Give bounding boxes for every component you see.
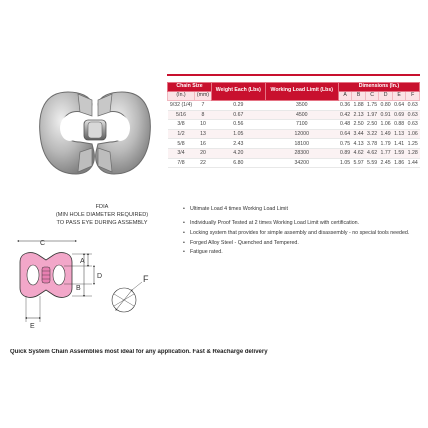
cell-size-mm: 8 — [195, 110, 212, 120]
table-top-accent-bar — [167, 74, 420, 76]
cell-dim-a: 0.48 — [340, 121, 351, 128]
cell-weight: 0.56 — [211, 120, 265, 130]
cell-size-mm: 22 — [195, 158, 212, 168]
cell-wll: 7100 — [265, 120, 338, 130]
cell-size-mm: 13 — [195, 129, 212, 139]
label-d: D — [97, 273, 103, 280]
cell-dim-e: 0.69 — [394, 111, 405, 118]
cell-dim-e: 1.41 — [394, 140, 405, 147]
cell-dim-d: 2.45 — [380, 159, 391, 166]
cell-dim-d: 0.91 — [380, 111, 391, 118]
label-b: B — [76, 285, 81, 292]
subheader-dim-f: F — [406, 91, 420, 100]
subheader-in: (In.) — [168, 91, 195, 100]
cell-dim-f: 0.63 — [407, 121, 418, 128]
cell-size-in: 5/8 — [168, 139, 195, 149]
cell-dim-f: 0.63 — [407, 102, 418, 109]
cell-dim-b: 3.44 — [353, 131, 364, 138]
cell-dim-c: 5.59 — [367, 159, 378, 166]
cell-dim-f: 1.44 — [407, 159, 418, 166]
cell-dim-e: 1.86 — [394, 159, 405, 166]
cell-dim-a: 0.64 — [340, 131, 351, 138]
cell-dim-b: 1.88 — [353, 102, 364, 109]
fdia-note: TO PASS EYE DURING ASSEMBLY — [56, 220, 148, 227]
cell-weight: 1.05 — [211, 129, 265, 139]
feature-list — [183, 206, 423, 263]
cell-dim-c: 3.22 — [367, 131, 378, 138]
cell-dim-c: 1.97 — [367, 111, 378, 118]
subheader-dim-e: E — [392, 91, 406, 100]
cell-dim-f: 1.25 — [407, 140, 418, 147]
spec-table — [167, 82, 420, 168]
cell-dim-a: 0.36 — [340, 102, 351, 109]
coupling-link-photo — [30, 78, 160, 188]
fdia-caption — [42, 203, 162, 227]
subheader-mm: (mm) — [195, 91, 212, 100]
subheader-dim-d: D — [379, 91, 393, 100]
cell-dim-a: 0.89 — [340, 150, 351, 157]
table-row — [168, 100, 420, 110]
table-row — [168, 148, 420, 158]
fdia-title: FDIA — [95, 204, 109, 210]
cell-dim-c: 4.62 — [367, 150, 378, 157]
cell-size-mm: 16 — [195, 139, 212, 149]
cell-dim-b: 5.97 — [353, 159, 364, 166]
spec-table-container — [167, 82, 420, 168]
feature-item: • Forged Alloy Steel - Quenched and Tempered. — [183, 240, 423, 248]
feature-item: • Locking system that provides for simple assembly and disassembly - no special tools needed. — [183, 230, 423, 238]
cell-dim-c: 1.75 — [367, 102, 378, 109]
cell-dim-b: 2.13 — [353, 111, 364, 118]
cell-dim-c: 2.50 — [367, 121, 378, 128]
header-dimensions: Dimensions (In.) — [338, 83, 419, 92]
cell-wll: 3500 — [265, 100, 338, 110]
cell-dim-e: 0.88 — [394, 121, 405, 128]
cell-weight: 6.80 — [211, 158, 265, 168]
header-weight: Weight Each (Lbs) — [211, 83, 265, 101]
header-wll: Working Load Limit (Lbs) — [265, 83, 338, 101]
cell-dim-f: 1.28 — [407, 150, 418, 157]
cell-dim-d: 1.77 — [380, 150, 391, 157]
cell-size-in: 3/8 — [168, 120, 195, 130]
label-f: F — [143, 274, 149, 284]
cell-dim-f: 0.63 — [407, 111, 418, 118]
feature-item: • Fatigue rated. — [183, 249, 423, 257]
table-row — [168, 139, 420, 149]
cell-dim-d: 1.49 — [380, 131, 391, 138]
cell-dim-f: 1.06 — [407, 131, 418, 138]
cell-dim-a: 0.42 — [340, 111, 351, 118]
subheader-dim-b: B — [352, 91, 366, 100]
table-row — [168, 129, 420, 139]
cell-size-in: 5/16 — [168, 110, 195, 120]
cell-dim-e: 1.59 — [394, 150, 405, 157]
feature-item: • Ultimate Load 4 times Working Load Limit — [183, 206, 423, 214]
dimension-diagram — [12, 230, 172, 340]
cell-dim-d: 1.79 — [380, 140, 391, 147]
cell-dim-d: 1.06 — [380, 121, 391, 128]
subheader-dim-a: A — [338, 91, 352, 100]
cell-weight: 2.43 — [211, 139, 265, 149]
cell-size-mm: 20 — [195, 148, 212, 158]
cell-dim-e: 1.13 — [394, 131, 405, 138]
cell-weight: 0.67 — [211, 110, 265, 120]
table-row — [168, 110, 420, 120]
cell-dim-a: 0.75 — [340, 140, 351, 147]
label-e: E — [30, 323, 35, 330]
feature-item: • Individually Proof Tested at 2 times Working Load Limit with certification. — [183, 220, 423, 228]
cell-dim-d: 0.80 — [380, 102, 391, 109]
table-row — [168, 158, 420, 168]
footer-tagline: Quick System Chain Assemblies most ideal for any application. Fast & Reacharge delivery — [10, 349, 268, 355]
cell-dim-c: 3.78 — [367, 140, 378, 147]
header-chain-size: Chain Size — [168, 83, 212, 92]
cell-wll: 18100 — [265, 139, 338, 149]
cell-weight: 0.29 — [211, 100, 265, 110]
cell-dim-b: 4.62 — [353, 150, 364, 157]
cell-weight: 4.20 — [211, 148, 265, 158]
cell-dim-e: 0.64 — [394, 102, 405, 109]
cell-dim-b: 2.50 — [353, 121, 364, 128]
cell-wll: 4500 — [265, 110, 338, 120]
cell-size-in: 7/8 — [168, 158, 195, 168]
fdia-subtitle: (MIN HOLE DIAMETER REQUIRED) — [55, 212, 149, 219]
table-header-row — [168, 83, 420, 92]
cell-size-mm: 7 — [195, 100, 212, 110]
cell-size-mm: 10 — [195, 120, 212, 130]
cell-wll: 28300 — [265, 148, 338, 158]
cell-wll: 34200 — [265, 158, 338, 168]
cell-size-in: 3/4 — [168, 148, 195, 158]
cell-size-in: 1/2 — [168, 129, 195, 139]
subheader-dim-c: C — [365, 91, 379, 100]
cell-wll: 12000 — [265, 129, 338, 139]
cell-dim-b: 4.13 — [353, 140, 364, 147]
cell-dim-a: 1.05 — [340, 159, 351, 166]
label-c: C — [40, 240, 46, 247]
table-row — [168, 120, 420, 130]
cell-size-in: 9/32 (1/4) — [168, 100, 195, 110]
label-a: A — [80, 258, 85, 265]
